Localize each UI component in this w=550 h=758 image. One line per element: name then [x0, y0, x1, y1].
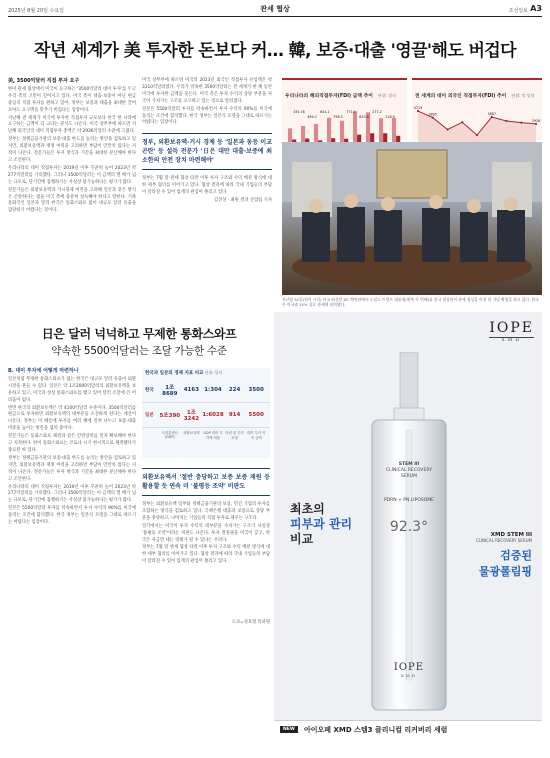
table-cell: 1조3242	[183, 410, 200, 422]
pull-quote: 정부, 외환보유액·거시 경제 등 '일본과 동등 이교 곤란' 등 설득 전문가 '日은 대만 대출·보증에 최소한의 안전 장치 마련해야'	[142, 133, 272, 170]
table-title: 한국과 일본의 경제 지표 비교	[145, 371, 204, 376]
table-row	[142, 403, 270, 428]
chart-title: 우리나라의 해외직접투자(FDI) 금액 추이	[285, 94, 373, 99]
paragraph: 한미 관세 협상에서 미국이 요구하는 '3500억달러 대미 투자'를 두고 우리 측의 고민이 깊어지고 있다. 미국 측이 대출·보증이 아닌 현금 중심의 직접 투자를 원하고 있어, 정부는 보증과 대출을 최대한 끌어모아도 요구액을 맞추기 버겁다는 입장이다.	[8, 86, 136, 113]
table-column-header: 대미 투자 약속 금액	[246, 431, 266, 440]
data-point	[461, 121, 463, 123]
ad-footer-text: 아이오페 XMD 스템3 클리니컬 리커버리 세럼	[304, 726, 448, 734]
ad-logo	[489, 320, 534, 343]
paragraph: 전문가들은 외환보유액과 거시경제 여건을 고려해 일본과 같은 방식은 곤란하다는 점을 미국 측에 충분히 설득해야 한다고 말한다. 기축통화국인 일본과 달리 한국은 통화스와프 없이 대규모 달러 유출을 감당하기 어렵다는 것이다.	[8, 187, 136, 214]
table-cell: 1:304	[204, 387, 222, 393]
data-label: 499.2	[307, 115, 317, 119]
chart-unit: 단위: 억 달러	[511, 93, 535, 98]
ad-right-claim2: 물광폴림핑	[478, 565, 532, 578]
data-point	[491, 116, 493, 118]
product-value: 92.3°	[389, 519, 429, 535]
article-left-column	[8, 78, 136, 216]
table-cell: 3500	[248, 387, 264, 393]
paragraph: 정부는 7월 말 관세 협상 타결 이후 투자 구조와 수익 배분 방식에 대한 세부 협의를 이어가고 있다. 협상 결과에 따라 국내 기업들의 부담이 달라질 수 있어 업계의 관심이 쏠리고 있다.	[142, 176, 272, 196]
ad-brand: IOPE	[489, 320, 534, 336]
table-row-label: 일본	[145, 413, 154, 418]
data-label: 3805	[428, 112, 437, 117]
bar-0-3	[327, 118, 331, 145]
section-title: 관세 협상	[260, 5, 290, 13]
product-sub: PDRN + PN LIPOSOME	[383, 498, 435, 503]
ad-side-title2: 피부과 관리	[290, 517, 353, 531]
table-cell: 1조8689	[162, 385, 178, 397]
chart-fdi-inbound	[412, 78, 542, 140]
product-line3: SERUM	[400, 474, 417, 479]
data-label: 798.5	[333, 115, 343, 119]
bottle-brand: IOPE	[393, 662, 425, 673]
lower-byline-wrap	[210, 620, 270, 628]
table-cell: 5조390	[159, 413, 181, 419]
paragraph: 우리나라의 대미 직접투자는 2019년 이후 꾸준히 늘어 2023년 약 277억달러를 기록했다. 그러나 3500억달러는 이 금액의 열 배가 넘는 규모로, 단기간에 집행하기는 사실상 불가능하다는 평가가 많다.	[8, 165, 136, 185]
paragraph: 일본은 5500억달러 투자를 약속하면서 투자 수익의 90%를 미국에 돌리는 조건에 합의했다. 한국 정부는 일본식 모델을 그대로 따르기는 어렵다는 입장이다.	[8, 506, 136, 526]
news-photo	[282, 142, 542, 295]
paragraph: 지난해 전 세계가 미국에 투자한 직접투자 규모보다 한국 한 나라에 요구하는 금액이 더 크다는 분석도 나온다. 미국 상무부에 따르면 지난해 외국인의 대미 직접투자 총액은 약 2926억달러 수준에 그쳤다.	[8, 115, 136, 135]
table-unit: 단위: 달러	[205, 370, 223, 375]
table-row-label: 한국	[145, 388, 154, 393]
table-cell: 4163	[183, 387, 200, 393]
lower-article-middle-column	[142, 462, 270, 567]
ad-footer	[274, 720, 542, 740]
lower-subheadline: 약속한 5500억달러는 조달 가능한 수준	[51, 345, 227, 357]
paragraph: 반면 한국의 외환보유액은 약 4100억달러 수준이다. 3500억달러를 현금으로 투자하면 외환보유액의 대부분을 소진하게 된다는 계산이 나온다. 정부는 이 때문에 투자를 여러 해에 걸쳐 나누고 보증·대출 비중을 높이는 방안을 협의 중이다.	[8, 405, 136, 432]
paragraph: 일각에서는 미국이 투자 수익의 대부분을 가져가는 구조가 사실상 '불평등 조약'이라는 비판도 나온다. 투자 결정권을 미국이 갖고, 한국은 자금만 대는 형태가 될 수 있다는 우려다.	[142, 523, 270, 543]
table-column-header: 자원 및 투자 조달	[225, 431, 244, 440]
chart-title: 전 세계의 대미 외국인 직접투자(FDI) 추이	[415, 94, 507, 99]
data-label: 771.1	[346, 110, 356, 114]
table-column-header: GDP 대비 투자액 비율	[203, 431, 223, 440]
chart-unit: 단위: 달러	[378, 93, 397, 98]
product-line1: STEM III	[398, 462, 420, 467]
data-label: 633.8	[359, 115, 369, 119]
bottle-logo	[372, 662, 446, 678]
issue-date: 2025년 8월 20일 수요일	[8, 8, 65, 14]
main-headline: 작년 세계가 美 투자한 돈보다 커… 韓, 보증·대출 '영끌'해도 버겁다	[34, 41, 516, 61]
data-label: 2926	[531, 118, 541, 123]
data-point	[535, 123, 537, 125]
table-cell: 5500	[248, 412, 264, 418]
data-point	[520, 122, 522, 124]
lower-headline: 日은 달러 넉넉하고 무제한 통화스와프	[41, 327, 237, 341]
product-line2: CLINICAL RECOVERY	[386, 468, 432, 473]
table-header-row	[142, 430, 270, 440]
pull-quote: 외환보유액서 '절반 충당하고 보증 보증 재원 등 활용할 듯 연속 미 '불평등 조약' 비판도	[142, 468, 270, 496]
byline: 김진상 · 최원 결과 산업팀 기자	[213, 198, 272, 204]
table-column-header: 국내총생산(GDP)	[161, 431, 178, 439]
publication-name: 조선일보	[508, 8, 528, 14]
table-column-header: 외환보유액	[183, 431, 200, 435]
bar-0-8	[392, 118, 396, 145]
paragraph: 정부는 외환보유액 일부와 정책금융기관의 보증, 민간 기업의 투자를 조합하는 방식을 검토하고 있다. 국책은행 대출과 보증으로 상당 부분을 충당하고, 나머지는 기업들의 직접 투자로 채우는 구조다.	[142, 502, 270, 521]
bottle-label	[372, 462, 446, 535]
article-middle-column	[142, 78, 272, 206]
ad-right-name1: XMD STEM III	[490, 532, 532, 538]
photo-caption: 지난달 31일(현지 시각) 미국 워싱턴 DC 백악관에서 도널드 트럼프 대통령(왼쪽 두 번째)과 한국 협상단이 관세 협상을 마친 뒤 기념 촬영을 하고 있다. 한국은 미국과 15% 상호 관세에 합의했다.	[282, 297, 539, 307]
paragraph: 정부는 정책금융기관의 보증·대출 한도를 늘리는 방안을 검토하고 있지만, 외환보유액과 재정 여력을 고려하면 부담이 만만치 않다는 지적이 나온다. 전문가들은 투자 방식과 기간을 최대한 분산해야 한다고 조언한다.	[8, 137, 136, 163]
lower-article-left-column	[8, 368, 136, 528]
advertisement	[274, 312, 542, 720]
ad-right-name2: CLINICAL RECOVERY SERUM	[475, 538, 532, 543]
data-label: 277.2	[372, 110, 382, 114]
ad-left-copy	[290, 502, 352, 547]
ad-side-title3: 비교	[290, 532, 314, 546]
ad-brand-sub: XMD	[489, 337, 534, 343]
table-corner	[145, 430, 159, 440]
paragraph: 일본처럼 무제한 통화스와프가 없는 한국은 대규모 달러 유출이 외환시장을 흔들 수 있다. 일본은 약 1조2000억달러의 외환보유액을 보유하고 있고, 미국과 상설 통화스와프를 맺고 있어 달러 조달에 큰 어려움이 없다.	[8, 376, 136, 403]
bottle-brand-sub: XMD	[400, 673, 418, 678]
comparison-table	[142, 368, 270, 458]
data-point	[446, 128, 448, 130]
table-cell: 914	[228, 412, 241, 418]
ad-right-claim1: 검증된	[500, 549, 532, 562]
meeting-photo-illustration	[282, 142, 542, 295]
data-point	[476, 134, 478, 136]
masthead	[8, 3, 542, 17]
data-label: 4719	[413, 106, 423, 111]
bar-0-7	[379, 118, 383, 145]
ad-right-copy	[476, 532, 532, 579]
lower-article-subhead: B. 대미 투자에 어떻게 마련하나	[8, 368, 79, 374]
data-label: 455.76	[293, 110, 305, 114]
table-body	[142, 378, 270, 440]
data-label: 3887	[487, 112, 496, 117]
data-point	[505, 120, 507, 122]
data-label: 644.1	[320, 110, 330, 114]
table-cell: 224	[228, 387, 241, 393]
new-badge: NEW	[280, 726, 298, 733]
ad-side-title1: 최초의	[290, 502, 325, 516]
data-point	[432, 117, 434, 119]
paragraph: 일본은 5500억달러 투자를 약속하면서 투자 수익의 90%를 미국에 돌리는 조건에 합의했다. 한국 정부는 일본식 모델을 그대로 따르기는 어렵다는 입장이다.	[142, 106, 272, 126]
data-label: 216.9	[385, 115, 395, 119]
paragraph: 전문가들은 통화스와프 체결과 같은 안전장치를 먼저 확보해야 한다고 지적한다. 한미 통화스와프는 코로나 시기 한시적으로 체결됐다가 종료된 바 있다.	[8, 434, 136, 453]
chart-fdi-outbound	[282, 78, 407, 140]
table-row	[142, 378, 270, 403]
bar-0-5	[353, 111, 357, 145]
article-subhead: 美, 3500억달러 직접 투자 요구	[8, 78, 80, 84]
paragraph: 정부는 7월 말 관세 협상 타결 이후 투자 구조와 수익 배분 방식에 대한 세부 협의를 이어가고 있다. 협상 결과에 따라 국내 기업들의 부담이 달라질 수 있어 업계의 관심이 쏠리고 있다.	[142, 545, 270, 565]
paragraph: 우리나라의 대미 직접투자는 2019년 이후 꾸준히 늘어 2023년 약 277억달러를 기록했다. 그러나 3500억달러는 이 금액의 열 배가 넘는 규모로, 단기간에 집행하기는 사실상 불가능하다는 평가가 많다.	[8, 484, 136, 504]
data-point	[417, 110, 419, 112]
byline: 도쿄=성호철 특파원	[231, 620, 270, 625]
table-cell: 1:6028	[202, 412, 224, 418]
paragraph: 정부는 정책금융기관의 보증·대출 한도를 늘리는 방안을 검토하고 있지만, 외환보유액과 재정 여력을 고려하면 부담이 만만치 않다는 지적이 나온다. 전문가들은 투자 방식과 기간을 최대한 분산해야 한다고 조언한다.	[8, 455, 136, 482]
paragraph: 미국 상무부에 따르면 미국의 2023년 외국인 직접투자 유입액은 약 3110억달러였다. 우리가 약속한 3500억달러는 전 세계가 한 해 동안 미국에 투자한 금액을 웃돈다. 미국 측은 투자 수익의 상당 부분을 자국이 가져가는 구조를 요구하고 있는 것으로 알려졌다.	[142, 78, 272, 104]
page-number: A3	[530, 4, 542, 13]
